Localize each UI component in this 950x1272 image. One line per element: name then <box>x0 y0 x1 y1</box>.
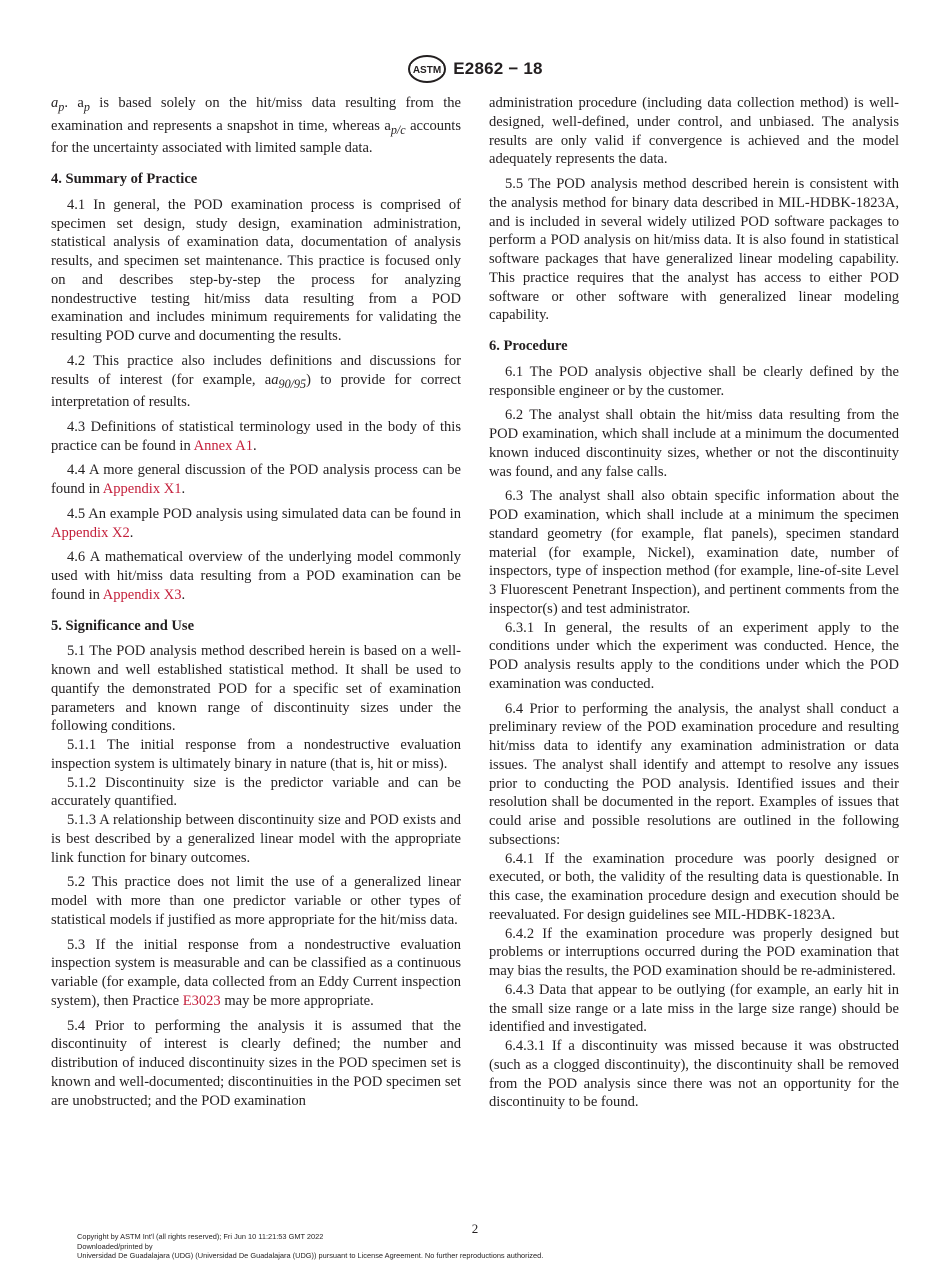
paragraph-6-3-1: 6.3.1 In general, the results of an experiment apply to the conditions under which the experiment was conducted. Hence, the POD analysis results apply to the conditions under which the POD examination was conducted. <box>489 619 899 692</box>
paragraph-4-2: 4.2 This practice also includes definitions and discussions for results of interest (for example, $aa_{90/95}$) to provide for correct interpretation of results. <box>51 352 461 411</box>
paragraph-4-3: 4.3 Definitions of statistical terminology used in the body of this practice can be found in Annex A1. <box>51 418 461 454</box>
appendix-x2-link[interactable]: Appendix X2 <box>51 524 130 541</box>
document-id: E2862 − 18 <box>453 59 543 78</box>
paragraph-6-3: 6.3 The analyst shall also obtain specific information about the POD examination, which shall include at a minimum the specimen standard geometry (for example, flat panels), specimen standard material (for example, Nickel), examination date, number of inspectors, type of inspection method (for example, line-of-site Level 3 Fluorescent Penetrant Inspection), and pertinent comments from the inspector(s) and test administrator. <box>489 488 899 617</box>
left-column <box>51 94 461 1110</box>
paragraph-6-4-2: 6.4.2 If the examination procedure was properly designed but problems or interruptions occurred during the POD examination that may bias the results, the POD examination should be re-administered. <box>489 925 899 979</box>
svg-text:ASTM: ASTM <box>413 65 442 76</box>
paragraph-6-4-3: 6.4.3 Data that appear to be outlying (for example, an early hit in the small size range or a late miss in the large size range) should be identified and investigated. <box>489 981 899 1036</box>
paragraph-6-4-1: 6.4.1 If the examination procedure was poorly designed or executed, or both, the validity of the resulting data is questionable. In this case, the examination procedure design and execution should be reevaluated. For design guidelines see MIL-HDBK-1823A. <box>489 850 899 923</box>
paragraph-continued: $a_p$. $a_p$ is based solely on the hit/miss data resulting from the examination and represents a snapshot in time, whereas $a_{p/c}$ accounts for the uncertainty associated with limited sample data. <box>51 95 461 157</box>
copyright-footer <box>77 1232 543 1261</box>
paragraph-5-1-1: 5.1.1 The initial response from a nondestructive evaluation inspection system is ultimately binary in nature (that is, hit or miss). <box>51 737 461 772</box>
paragraph-5-3: 5.3 If the initial response from a nondestructive evaluation inspection system is measurable and can be classified as a continuous variable (for example, data collected from an Eddy Current inspection system), then Practice E3023 may be more appropriate. <box>51 936 461 1009</box>
appendix-x1-link[interactable]: Appendix X1 <box>102 481 182 498</box>
footer-line: Copyright by ASTM Int'l (all rights reserved); Fri Jun 10 11:21:53 GMT 2022 <box>77 1232 324 1241</box>
paragraph-5-1: 5.1 The POD analysis method described herein is based on a well-known and well established statistical method. It shall be used to quantify the demonstrated POD for a specific set of examination parameters and known range of discontinuity sizes under the following conditions. <box>51 643 461 735</box>
paragraph-6-4: 6.4 Prior to performing the analysis, the analyst shall conduct a preliminary review of the POD examination procedure and resulting hit/miss data to identify any examination administration or data issues. The analyst shall identify and attempt to resolve any issues prior to conducting the POD analysis. Identified issues and their resolution shall be documented in the report. Examples of issues that could arise and possible resolutions are outlined in the following subsections: <box>489 700 899 848</box>
footer-line: Downloaded/printed by <box>77 1241 153 1251</box>
appendix-x3-link[interactable]: Appendix X3 <box>102 586 182 603</box>
paragraph-5-5: 5.5 The POD analysis method described herein is consistent with the analysis method for binary data described in MIL-HDBK-1823A, and is included in several widely utilized POD software packages to perform a POD analysis on hit/miss data. It is also found in statistical software packages that have generalized linear modeling capability. This practice requires that the analyst has access to either POD software or other software with generalized linear modeling capability. <box>489 176 899 324</box>
paragraph-6-1: 6.1 The POD analysis objective shall be clearly defined by the responsible engineer or by the customer. <box>489 363 899 399</box>
paragraph-4-6: 4.6 A mathematical overview of the underlying model commonly used with hit/miss data resulting from a POD examination can be found in Appendix X3. <box>51 549 461 603</box>
e3023-link[interactable]: E3023 <box>182 992 221 1009</box>
section-heading-6: 6. Procedure <box>489 338 568 354</box>
section-heading-4: 4. Summary of Practice <box>51 171 198 188</box>
section-heading-5: 5. Significance and Use <box>51 617 195 634</box>
right-column <box>489 94 899 1112</box>
page-header <box>0 54 950 84</box>
paragraph-5-4-continued: administration procedure (including data collection method) is well-designed, well-defined, under control, and unbiased. The analysis results are only valid if convergence is achieved and the model adequately represents the data. <box>489 95 899 168</box>
paragraph-6-4-3-1: 6.4.3.1 If a discontinuity was missed because it was obstructed (such as a clogged discontinuity), the discontinuity shall be removed from the POD analysis since there was not an opportunity for the discontinuity to be found. <box>489 1038 899 1111</box>
paragraph-5-4: 5.4 Prior to performing the analysis it is assumed that the discontinuity of interest is clearly defined; the number and distribution of induced discontinuity sizes in the POD specimen set is known and well-documented; discontinuities in the POD specimen set are unobstructed; and the POD examination <box>51 1017 461 1109</box>
annex-a1-link[interactable]: Annex A1 <box>193 437 253 454</box>
footer-line: Universidad De Guadalajara (UDG) (Universidad De Guadalajara (UDG)) pursuant to License Agreement. No further reproductions authorized. <box>77 1251 544 1261</box>
paragraph-6-2: 6.2 The analyst shall obtain the hit/miss data resulting from the POD examination, which shall include at a minimum the documented known induced discontinuity sizes, whether or not the discontinuity was found, and any false calls. <box>489 407 899 480</box>
paragraph-4-5: 4.5 An example POD analysis using simulated data can be found in Appendix X2. <box>51 505 461 541</box>
astm-logo-icon <box>407 54 447 84</box>
paragraph-4-1: 4.1 In general, the POD examination process is comprised of specimen set design, study design, examination administration, statistical analysis of examination data, documentation of analysis results, and specimen set maintenance. This practice is focused only on and describes step-by-step the process for analyzing nondestructive testing hit/miss data resulting from a POD examination and includes minimum requirements for validating the resulting POD curve and documenting the results. <box>51 196 461 345</box>
paragraph-5-1-3: 5.1.3 A relationship between discontinuity size and POD exists and is best described by a generalized linear model with the appropriate link function for binary outcomes. <box>51 812 461 866</box>
paragraph-5-1-2: 5.1.2 Discontinuity size is the predictor variable and can be accurately quantified. <box>51 774 461 810</box>
page-number: 2 <box>471 1221 479 1236</box>
paragraph-5-2: 5.2 This practice does not limit the use of a generalized linear model with more than one predictor variable or other types of statistical models if justified as more appropriate for the hit/miss data. <box>51 874 461 928</box>
paragraph-4-4: 4.4 A more general discussion of the POD analysis process can be found in Appendix X1. <box>51 462 461 498</box>
